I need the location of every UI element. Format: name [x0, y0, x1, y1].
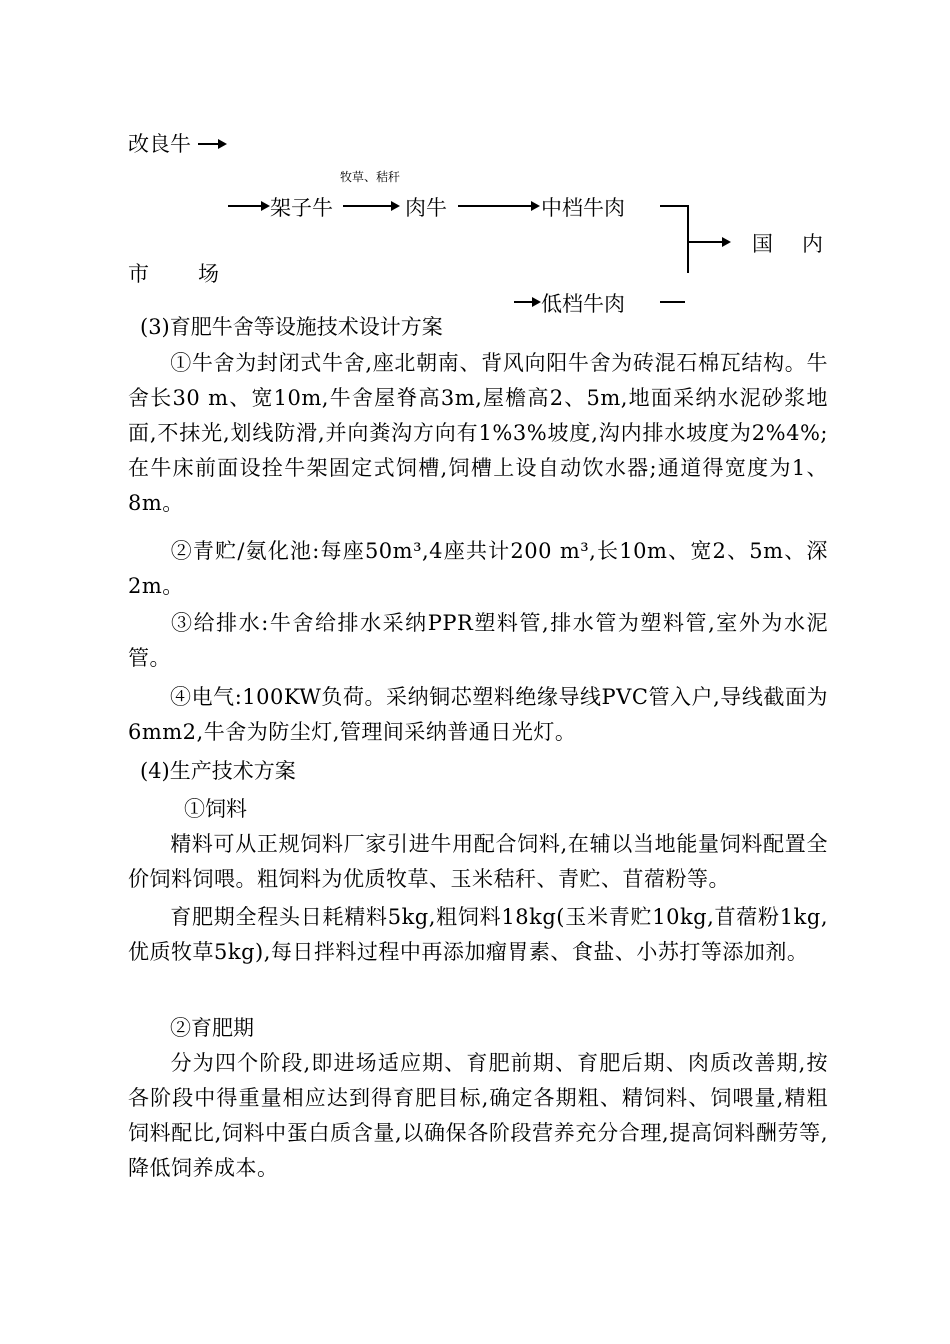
- section4-subheading-feed: ①饲料: [184, 797, 247, 821]
- frame-cattle-label: 架子牛: [270, 196, 333, 220]
- low-beef-label: 低档牛肉: [541, 292, 625, 316]
- arrow-icon: [514, 301, 539, 303]
- section4-heading: (4)生产技术方案: [140, 759, 296, 783]
- section4-paragraph-1-text: 精料可从正规饲料厂家引进牛用配合饲料,在辅以当地能量饲料配置全价饲料饲喂。粗饲料为优质牧草、玉米秸秆、青贮、苜蓿粉等。: [128, 832, 828, 891]
- section3-paragraph-1: [128, 346, 828, 521]
- section4-paragraph-3: [128, 1046, 828, 1186]
- arrow-icon: [343, 205, 398, 207]
- section3-paragraph-2: [128, 534, 828, 604]
- market-label: 市 场: [128, 262, 233, 286]
- domestic-char-2: 内: [802, 232, 823, 256]
- connector-line: [660, 301, 685, 303]
- arrow-icon: [689, 241, 729, 243]
- section4-paragraph-2: [128, 900, 828, 970]
- section4-subheading-fattening: ②育肥期: [170, 1016, 254, 1040]
- section3-paragraph-4-text: ④电气:100KW负荷。采纳铜芯塑料绝缘导线PVC管入户,导线截面为6mm2,牛舍为防尘灯,管理间采纳普通日光灯。: [128, 685, 828, 744]
- section3-paragraph-4: [128, 680, 828, 750]
- section4-paragraph-2-text: 育肥期全程头日耗精料5kg,粗饲料18kg(玉米青贮10kg,苜蓿粉1kg,优质牧草5kg),每日拌料过程中再添加瘤胃素、食盐、小苏打等添加剂。: [128, 905, 828, 964]
- domestic-char-1: 国: [752, 232, 773, 256]
- section3-heading: (3)育肥牛舍等设施技术设计方案: [140, 315, 443, 339]
- connector-line: [660, 205, 688, 207]
- improved-cattle-label: 改良牛: [128, 132, 191, 156]
- section4-paragraph-3-text: 分为四个阶段,即进场适应期、育肥前期、育肥后期、肉质改善期,按各阶段中得重量相应达到得育肥目标,确定各期粗、精饲料、饲喂量,精粗饲料配比,饲料中蛋白质含量,以确保各阶段营养充分合理,提高饲料酬劳等,降低饲养成本。: [128, 1051, 828, 1180]
- beef-cattle-label: 肉牛: [405, 196, 447, 220]
- section3-paragraph-2-text: ②青贮/氨化池:每座50m³,4座共计200 m³,长10m、宽2、5m、深2m。: [128, 539, 828, 598]
- section3-paragraph-3: [128, 606, 828, 676]
- section3-paragraph-1-text: ①牛舍为封闭式牛舍,座北朝南、背风向阳牛舍为砖混石棉瓦结构。牛舍长30 m、宽10m,牛舍屋脊高3m,屋檐高2、5m,地面采纳水泥砂浆地面,不抹光,划线防滑,并向粪沟方向有1%3%坡度,沟内排水坡度为2%4%;在牛床前面设拴牛架固定式饲槽,饲槽上设自动饮水器;通道得宽度为1、8m。: [128, 351, 828, 515]
- bracket-line: [687, 205, 689, 273]
- arrow-icon: [458, 205, 538, 207]
- section4-paragraph-1: [128, 827, 828, 897]
- section3-paragraph-3-text: ③给排水:牛舍给排水采纳PPR塑料管,排水管为塑料管,室外为水泥管。: [128, 611, 828, 670]
- arrow-icon: [198, 143, 225, 145]
- mid-beef-label: 中档牛肉: [541, 196, 625, 220]
- arrow-icon: [228, 205, 268, 207]
- feed-note: 牧草、秸秆: [340, 170, 401, 184]
